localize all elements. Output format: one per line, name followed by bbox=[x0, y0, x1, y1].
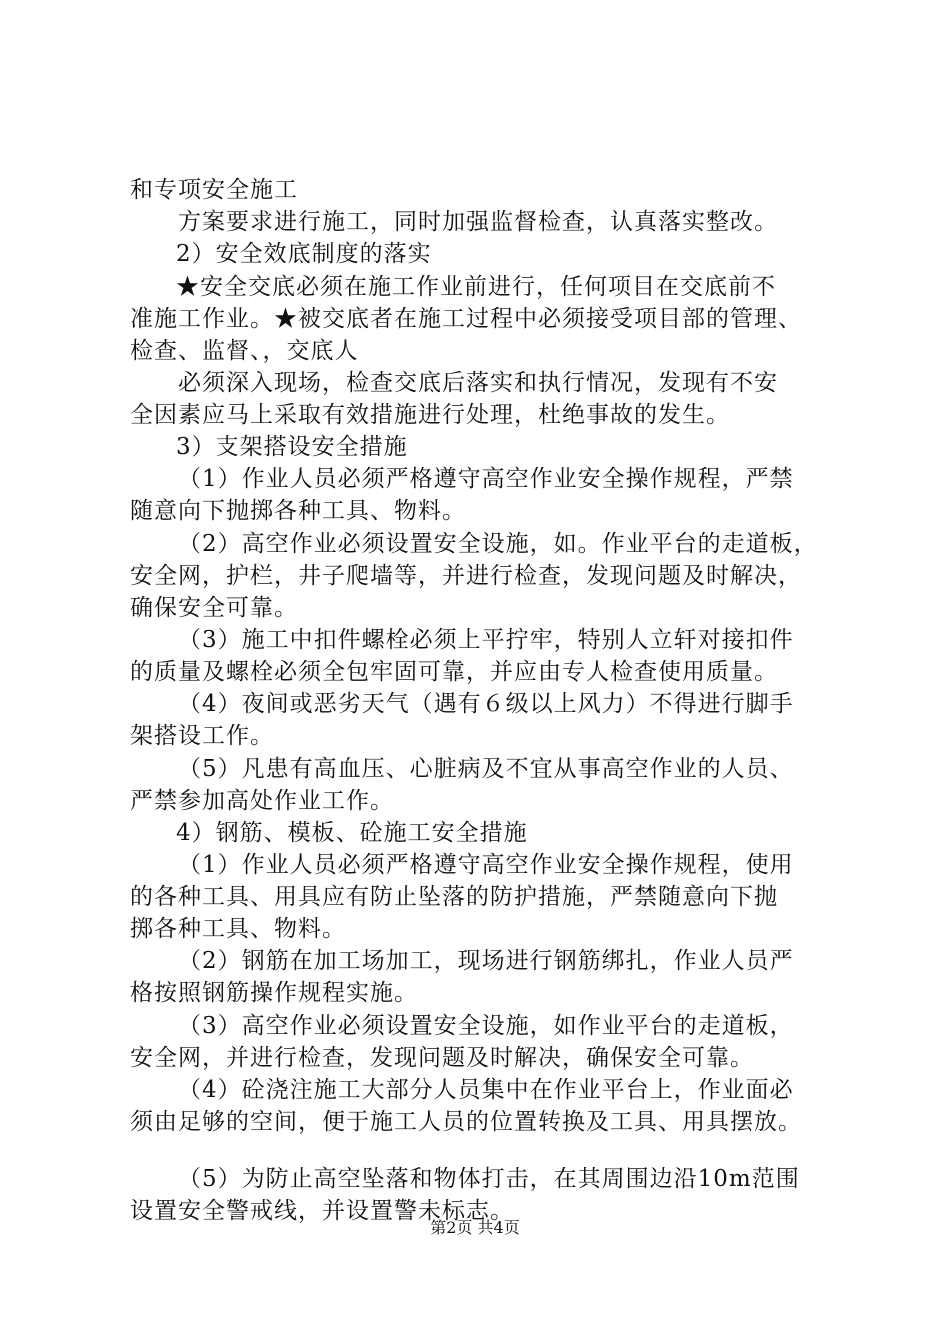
text-line: （5）为防止高空坠落和物体打击，在其周围边沿10m范围 bbox=[178, 1166, 800, 1192]
text-line: 严禁参加高处作业工作。 bbox=[130, 788, 394, 814]
text-line: 检查、监督、，交底人 bbox=[130, 338, 359, 364]
text-line: 须由足够的空间，便于施工人员的位置转换及工具、用具摆放。 bbox=[130, 1109, 802, 1135]
section-heading: 4）钢筋、模板、砼施工安全措施 bbox=[176, 820, 528, 846]
text-line: （1）作业人员必须严格遵守高空作业安全操作规程，严禁 bbox=[178, 466, 794, 492]
section-heading: 2）安全效底制度的落实 bbox=[176, 241, 432, 267]
text-line: 方案要求进行施工，同时加强监督检查，认真落实整改。 bbox=[178, 209, 778, 235]
text-line: 安全网，并进行检查，发现问题及时解决，确保安全可靠。 bbox=[130, 1045, 754, 1071]
text-line: 格按照钢筋操作规程实施。 bbox=[130, 980, 418, 1006]
text-line: ★安全交底必须在施工作业前进行，任何项目在交底前不 bbox=[176, 274, 776, 300]
text-line: 的质量及螺栓必须全包牢固可靠，并应由专人检查使用质量。 bbox=[130, 659, 778, 685]
text-line: （3）施工中扣件螺栓必须上平拧牢，特别人立轩对接扣件 bbox=[178, 627, 794, 653]
text-line: 的各种工具、用具应有防止坠落的防护措施，严禁随意向下抛 bbox=[130, 884, 778, 910]
text-line: （1）作业人员必须严格遵守高空作业安全操作规程，使用 bbox=[178, 852, 794, 878]
text-line: 掷各种工具、物料。 bbox=[130, 916, 346, 942]
text-line: （5）凡患有高血压、心脏病及不宜从事高空作业的人员、 bbox=[178, 756, 794, 782]
text-line: （4）夜间或恶劣天气（遇有６级以上风力）不得进行脚手 bbox=[178, 691, 794, 717]
text-line: 设置安全警戒线，并设置警未标志。 bbox=[130, 1198, 514, 1224]
section-heading: 3）支架搭设安全措施 bbox=[176, 434, 408, 460]
page-number: 第2页 共4页 bbox=[430, 1218, 520, 1237]
text-line: 准施工作业。★被交底者在施工过程中必须接受项目部的管理、 bbox=[130, 306, 802, 332]
text-line: 架搭设工作。 bbox=[130, 723, 274, 749]
text-line: （2）钢筋在加工场加工，现场进行钢筋绑扎，作业人员严 bbox=[178, 948, 794, 974]
text-line: 必须深入现场，检查交底后落实和执行情况，发现有不安 bbox=[178, 370, 778, 396]
text-line: 确保安全可靠。 bbox=[130, 595, 298, 621]
text-line: 安全网，护栏，井子爬墙等，并进行检查，发现问题及时解决， bbox=[130, 563, 802, 589]
text-line: （2）高空作业必须设置安全设施，如。作业平台的走道板， bbox=[178, 531, 818, 557]
text-line: 和专项安全施工 bbox=[130, 177, 298, 203]
text-line: （3）高空作业必须设置安全设施，如作业平台的走道板， bbox=[178, 1013, 794, 1039]
text-line: （4）砼浇注施工大部分人员集中在作业平台上，作业面必 bbox=[178, 1077, 794, 1103]
text-line: 全因素应马上采取有效措施进行处理，杜绝事故的发生。 bbox=[130, 402, 730, 428]
text-line: 随意向下抛掷各种工具、物料。 bbox=[130, 498, 466, 524]
